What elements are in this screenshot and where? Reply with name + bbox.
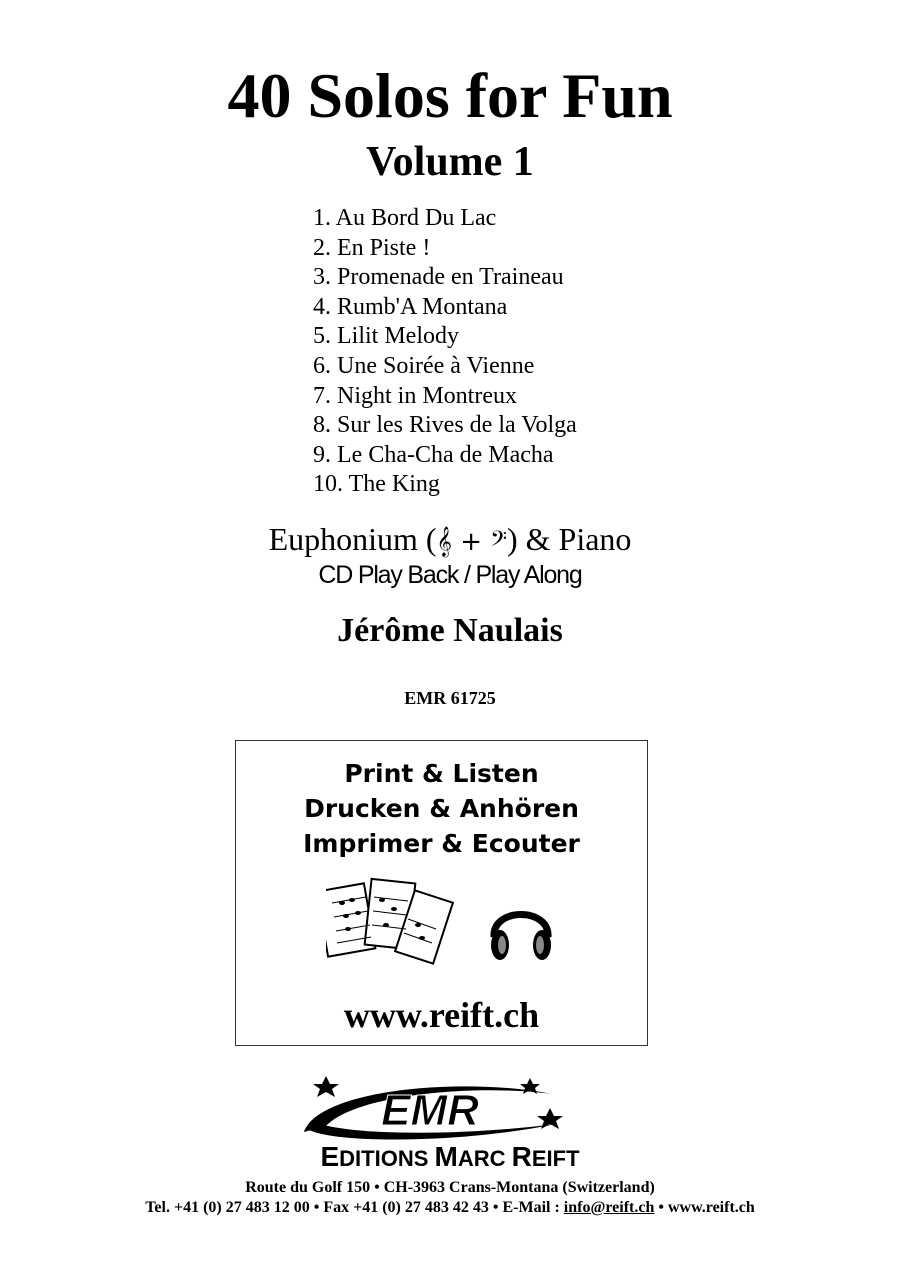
track-item: 4. Rumb'A Montana (313, 293, 508, 320)
track-item: 7. Night in Montreux (313, 382, 517, 409)
track-item: 10. The King (313, 471, 440, 498)
contact-email-link[interactable]: info@reift.ch (563, 1199, 655, 1216)
contact-website: • www.reift.ch (654, 1199, 755, 1216)
playback-note: CD Play Back / Play Along (318, 561, 582, 589)
promo-line-german: Drucken & Anhören (304, 794, 579, 823)
track-item: 3. Promenade en Traineau (313, 264, 564, 291)
instrumentation-suffix: ) & Piano (506, 521, 632, 557)
track-item: 8. Sur les Rives de la Volga (313, 412, 577, 439)
composer-name: Jérôme Naulais (337, 612, 563, 649)
promo-line-english: Print & Listen (344, 759, 539, 788)
contact-phone-fax: Tel. +41 (0) 27 483 12 00 • Fax +41 (0) 27 483 42 43 • E-Mail : (145, 1199, 564, 1216)
catalog-number: EMR 61725 (404, 688, 496, 708)
instrumentation (0, 519, 900, 562)
publisher-contact (0, 1197, 900, 1219)
publisher-address: Route du Golf 150 • CH-3963 Crans-Montana (Switzerland) (245, 1179, 655, 1196)
track-list (313, 204, 577, 500)
sheet-music-icon (326, 873, 456, 973)
print-listen-box (235, 740, 648, 1046)
track-item: 5. Lilit Melody (313, 323, 459, 350)
publisher-name: EDITIONS MARC REIFT (320, 1141, 580, 1170)
promo-line-french: Imprimer & Ecouter (303, 829, 580, 858)
clef-icons: 𝄞 + 𝄢 (436, 527, 507, 557)
volume-subtitle: Volume 1 (366, 139, 534, 185)
headphones-icon (486, 893, 556, 969)
instrumentation-prefix: Euphonium ( (268, 521, 437, 557)
emr-logo-text: EMR (381, 1086, 479, 1135)
track-item: 2. En Piste ! (313, 234, 431, 261)
emr-logo (230, 1070, 670, 1170)
page-title: 40 Solos for Fun (227, 60, 673, 131)
promo-website[interactable]: www.reift.ch (343, 995, 540, 1035)
track-item: 9. Le Cha-Cha de Macha (313, 441, 554, 468)
track-item: 1. Au Bord Du Lac (313, 205, 497, 231)
track-item: 6. Une Soirée à Vienne (313, 352, 535, 379)
